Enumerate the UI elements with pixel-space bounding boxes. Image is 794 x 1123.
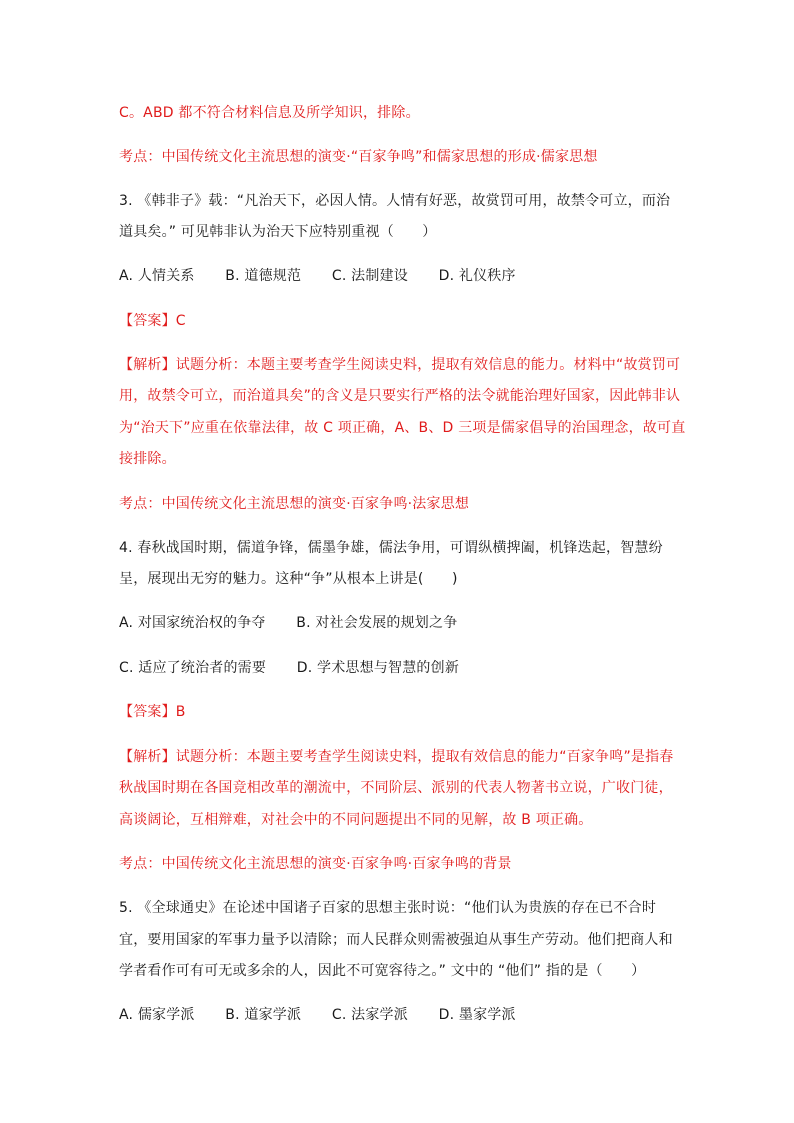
q4-kaodian: 考点：中国传统文化主流思想的演变·百家争鸣·百家争鸣的背景 bbox=[119, 856, 512, 872]
q4-stem-line1: 4. 春秋战国时期，儒道争锋，儒墨争雄，儒法争用，可谓纵横捭阖，机锋迭起，智慧纷 bbox=[119, 540, 663, 556]
q2-kaodian: 考点：中国传统文化主流思想的演变·“百家争鸣”和儒家思想的形成·儒家思想 bbox=[119, 149, 598, 165]
q4-options-row1 bbox=[119, 613, 457, 633]
q3-options bbox=[119, 266, 516, 286]
q4-analysis-line1: 【解析】试题分析：本题主要考查学生阅读史料，提取有效信息的能力“百家争鸣”是指春 bbox=[119, 749, 674, 765]
q4-stem-line2: 呈，展现出无穷的魅力。这种“争”从根本上讲是( ) bbox=[119, 571, 458, 587]
q5-stem-line2: 宜，要用国家的军事力量予以清除；而人民群众则需被强迫从事生产劳动。他们把商人和 bbox=[119, 932, 673, 948]
q5-stem-line3: 学者看作可有可无或多余的人，因此不可宽容待之。” 文中的 “他们” 指的是（ ） bbox=[119, 963, 646, 979]
q4-option-a: A. 对国家统治权的争夺 bbox=[119, 615, 266, 631]
q5-option-c: C. 法家学派 bbox=[331, 1007, 408, 1023]
q3-option-a: A. 人情关系 bbox=[119, 268, 195, 284]
q3-stem-line1: 3. 《韩非子》载：“凡治天下，必因人情。人情有好恶，故赏罚可用，故禁令可立，而治 bbox=[119, 193, 671, 209]
q3-analysis-line1: 【解析】试题分析：本题主要考查学生阅读史料，提取有效信息的能力。材料中“故赏罚可 bbox=[119, 357, 681, 373]
q2-answer-note: C。ABD 都不符合材料信息及所学知识，排除。 bbox=[119, 105, 420, 121]
q4-answer: 【答案】B bbox=[119, 704, 186, 720]
q4-options-row2 bbox=[119, 658, 459, 678]
q5-stem-line1: 5. 《全球通史》在论述中国诸子百家的思想主张时说：“他们认为贵族的存在已不合时 bbox=[119, 900, 657, 916]
q3-kaodian: 考点：中国传统文化主流思想的演变·百家争鸣·法家思想 bbox=[119, 496, 470, 512]
q4-option-d: D. 学术思想与智慧的创新 bbox=[296, 660, 460, 676]
q3-stem-line2: 道具矣。” 可见韩非认为治天下应特别重视（ ） bbox=[119, 224, 437, 240]
q4-analysis-line2: 秋战国时期在各国竞相改革的潮流中，不同阶层、派别的代表人物著书立说，广收门徒， bbox=[119, 780, 673, 796]
q3-analysis-line4: 接排除。 bbox=[119, 451, 176, 467]
q3-analysis-line3: 为“治天下”应重在依靠法律，故 C 项正确，A、B、D 三项是儒家倡导的治国理念，故可直 bbox=[119, 420, 686, 436]
q4-analysis-line3: 高谈阔论，互相辩难，对社会中的不同问题提出不同的见解，故 B 项正确。 bbox=[119, 812, 593, 828]
q5-options bbox=[119, 1005, 516, 1025]
q4-option-c: C. 适应了统治者的需要 bbox=[119, 660, 267, 676]
q3-analysis-line2: 用，故禁令可立，而治道具矣”的含义是只要实行严格的法令就能治理好国家，因此韩非认 bbox=[119, 388, 681, 404]
q3-option-c: C. 法制建设 bbox=[331, 268, 408, 284]
q5-option-b: B. 道家学派 bbox=[225, 1007, 302, 1023]
q5-option-a: A. 儒家学派 bbox=[119, 1007, 195, 1023]
q3-option-b: B. 道德规范 bbox=[225, 268, 302, 284]
q3-answer: 【答案】C bbox=[119, 313, 186, 329]
q4-option-b: B. 对社会发展的规划之争 bbox=[296, 615, 458, 631]
q3-option-d: D. 礼仪秩序 bbox=[438, 268, 516, 284]
q5-option-d: D. 墨家学派 bbox=[438, 1007, 516, 1023]
